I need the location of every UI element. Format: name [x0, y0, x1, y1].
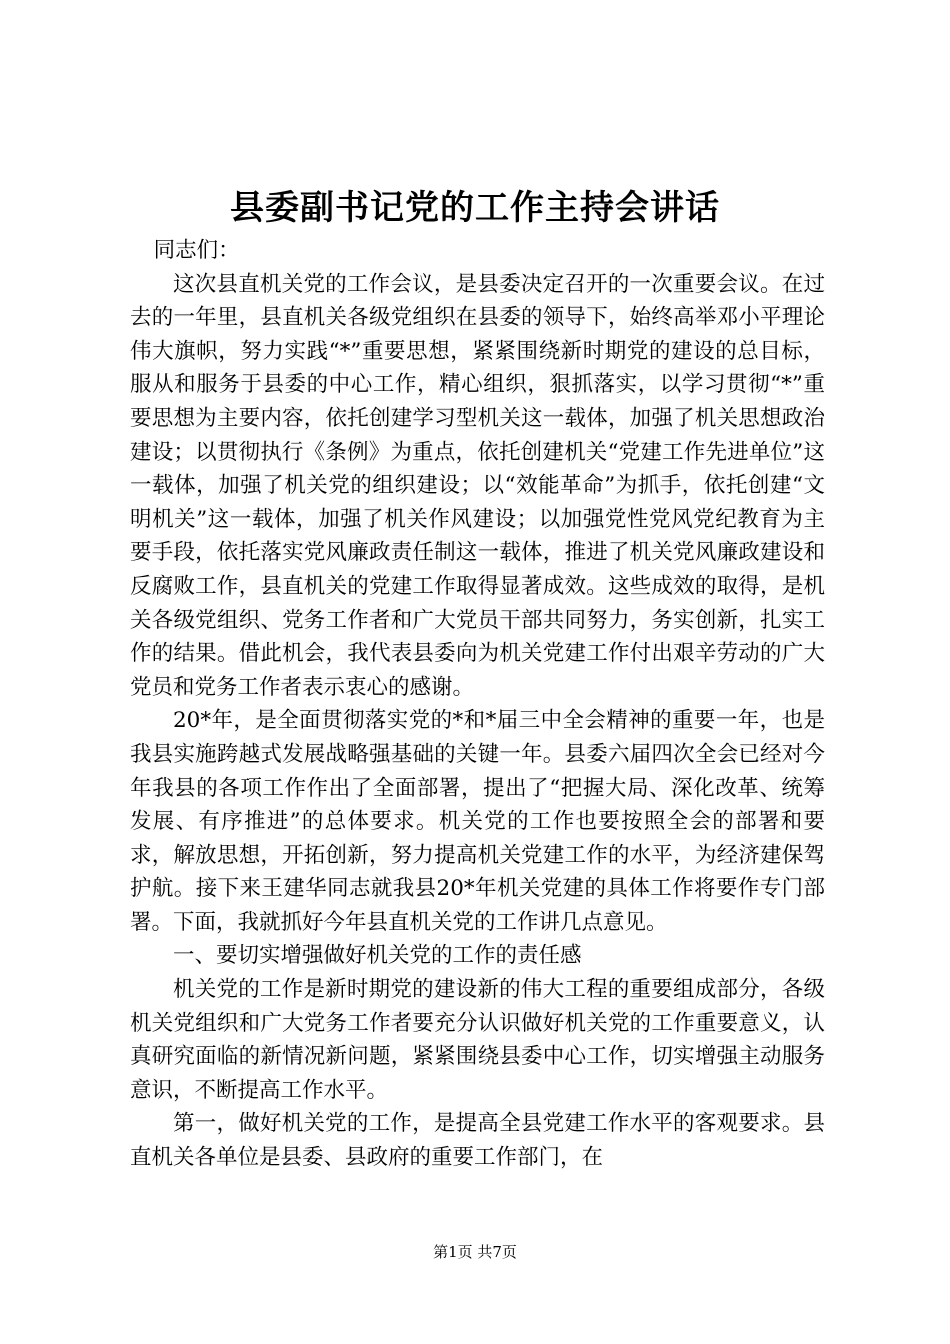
page-number: 第1页: [433, 1243, 473, 1261]
paragraph: 20*年，是全面贯彻落实党的*和*届三中全会精神的重要一年，也是我县实施跨越式发展战略强基础的关键一年。县委六届四次全会已经对今年我县的各项工作作出了全面部署，提出了“把握大局、深化改革、统筹发展、有序推进”的总体要求。机关党的工作也要按照全会的部署和要求，解放思想，开拓创新，努力提高机关党建工作的水平，为经济建保驾护航。接下来王建华同志就我县20*年机关党建的具体工作将要作专门部署。下面，我就抓好今年县直机关党的工作讲几点意见。: [130, 708, 825, 935]
paragraph: 这次县直机关党的工作会议，是县委决定召开的一次重要会议。在过去的一年里，县直机关各级党组织在县委的领导下，始终高举邓小平理论伟大旗帜，努力实践“*”重要思想，紧紧围绕新时期党的建设的总目标，服从和服务于县委的中心工作，精心组织，狠抓落实，以学习贯彻“*”重要思想为主要内容，依托创建学习型机关这一载体，加强了机关思想政治建设；以贯彻执行《条例》为重点，依托创建机关“党建工作先进单位”这一载体，加强了机关党的组织建设；以“效能革命”为抓手，依托创建“文明机关”这一载体，加强了机关作风建设；以加强党性党风党纪教育为主要手段，依托落实党风廉政责任制这一载体，推进了机关党风廉政建设和反腐败工作，县直机关的党建工作取得显著成效。这些成效的取得，是机关各级党组织、党务工作者和广大党员干部共同努力，务实创新，扎实工作的结果。借此机会，我代表县委向为机关党建工作付出艰辛劳动的广大党员和党务工作者表示衷心的感谢。: [130, 271, 825, 700]
page-footer: [0, 1240, 950, 1264]
page-total: 共7页: [477, 1243, 517, 1261]
paragraph: 机关党的工作是新时期党的建设新的伟大工程的重要组成部分，各级机关党组织和广大党务工作者要充分认识做好机关党的工作重要意义，认真研究面临的新情况新问题，紧紧围绕县委中心工作，切实增强主动服务意识，不断提高工作水平。: [130, 977, 825, 1103]
document-body: [130, 234, 825, 1175]
document-title: 县委副书记党的工作主持会讲话: [230, 188, 720, 228]
section-heading: 一、要切实增强做好机关党的工作的责任感: [173, 943, 582, 969]
paragraph: 第一，做好机关党的工作，是提高全县党建工作水平的客观要求。县直机关各单位是县委、县政府的重要工作部门，在: [130, 1111, 825, 1171]
salutation: 同志们：: [153, 238, 240, 263]
